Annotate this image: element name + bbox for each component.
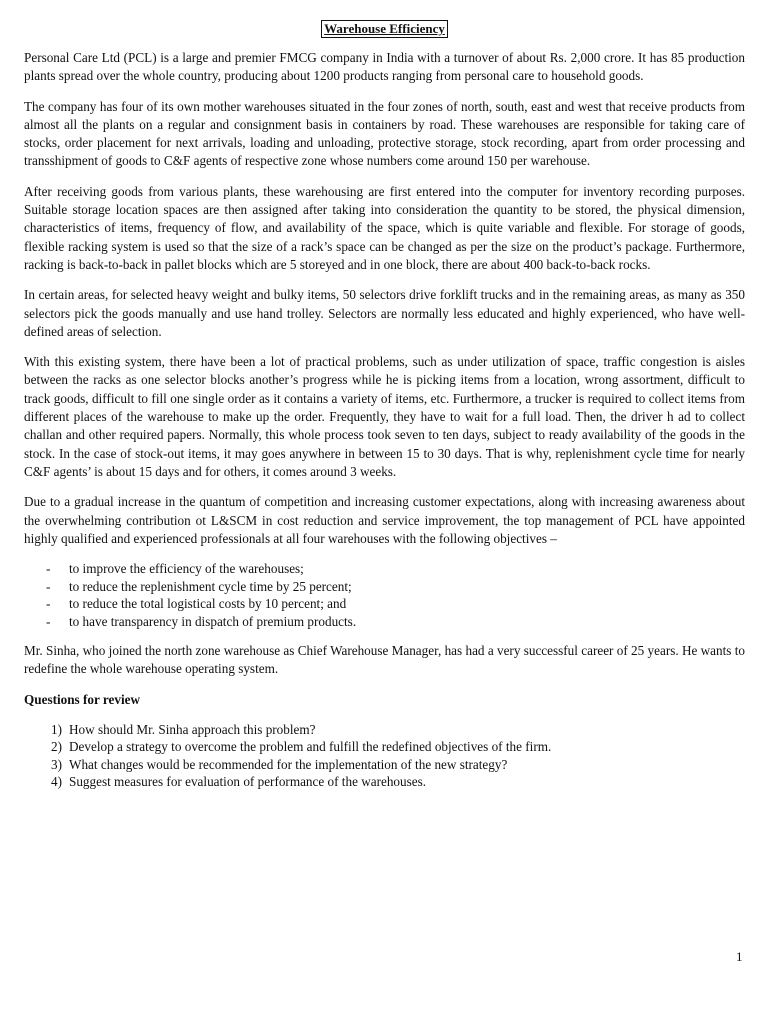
question-number: 2) xyxy=(51,739,62,755)
question-number: 3) xyxy=(51,756,62,772)
paragraph-mother-warehouses: The company has four of its own mother warehouses situated in the four zones of north, south, east and west that receive products from almost all the plants on a regular and consignment basis in containers by road. These warehouses are responsible for taking care of stocks, order placement for next arrivals, loading and unloading, protective storage, stock recording, apart from order processing and transshipment of goods to C&F agents of respective zone whose numbers come around 150 per warehouse. xyxy=(24,98,745,169)
list-item xyxy=(24,595,745,613)
paragraph-selectors: In certain areas, for selected heavy weight and bulky items, 50 selectors drive forklift trucks and in the remaining areas, as many as 350 selectors pick the goods manually and use hand trolley. Selectors are normally less educated and highly experienced, who have well-defined areas of selection. xyxy=(24,287,745,339)
document-title: Warehouse Efficiency xyxy=(321,20,448,38)
list-item xyxy=(24,738,745,756)
list-item xyxy=(24,756,745,774)
questions-list xyxy=(24,721,745,791)
list-item xyxy=(24,613,745,631)
bullet-dash: - xyxy=(46,613,51,629)
question-text: What changes would be recommended for the implementation of the new strategy? xyxy=(69,756,508,772)
objective-text: to reduce the replenishment cycle time by 25 percent; xyxy=(69,578,352,594)
question-text: How should Mr. Sinha approach this problem? xyxy=(69,721,316,737)
bullet-dash: - xyxy=(46,561,51,577)
list-item xyxy=(24,721,745,739)
bullet-dash: - xyxy=(46,596,51,612)
list-item xyxy=(24,578,745,596)
objective-text: to have transparency in dispatch of premium products. xyxy=(69,613,357,629)
bullet-dash: - xyxy=(46,578,51,594)
list-item xyxy=(24,773,745,791)
page-number: 1 xyxy=(736,949,743,964)
question-text: Develop a strategy to overcome the problem and fulfill the redefined objectives of the firm. xyxy=(69,739,552,755)
paragraph-storage-process: After receiving goods from various plants, these warehousing are first entered into the computer for inventory recording purposes. Suitable storage location spaces are then assigned after taking into consideration the quantity to be stored, the physical dimension, characteristics of items, frequency of flow, and availability of the space, which is quite variable and flexible. For storage of goods, flexible racking system is used so that the size of a rack’s space can be changed as per the size on the product’s package. Furthermore, racking is back-to-back in pallet blocks which are 5 storeyed and in one block, there are about 400 back-to-back rocks. xyxy=(24,183,745,272)
question-number: 4) xyxy=(51,774,62,790)
list-item xyxy=(24,560,745,578)
title-container xyxy=(24,20,745,38)
objective-text: to reduce the total logistical costs by 10 percent; and xyxy=(69,596,347,612)
paragraph-problems: With this existing system, there have been a lot of practical problems, such as under utilization of space, traffic congestion is aisles between the racks as one selector blocks another’s progress while he is picking items from a location, wrong assortment, difficult to track goods, difficult to fill one single order as it contains a variety of items, etc. Furthermore, a trucker is required to collect items from different places of the warehouse to make up the order. Frequently, they have to wait for a full load. Then, the driver h ad to collect challan and other required papers. Normally, this whole process took seven to ten days, subject to ready availability of the goods in the stock. In the case of stock-out items, it may goes anywhere in between 15 to 30 days. That is why, replenishment cycle time for nearly C&F agents’ is about 15 days and for others, it comes around 3 weeks. xyxy=(24,354,745,479)
objectives-list xyxy=(24,560,745,630)
questions-heading: Questions for review xyxy=(24,691,140,707)
paragraph-objectives-intro: Due to a gradual increase in the quantum of competition and increasing customer expectations, along with increasing awareness about the overwhelming contribution ot L&SCM in cost reduction and service improvement, the top management of PCL have appointed highly qualified and experienced professionals at all four warehouses with the following objectives – xyxy=(24,494,745,546)
paragraph-mr-sinha: Mr. Sinha, who joined the north zone warehouse as Chief Warehouse Manager, has had a very successful career of 25 years. He wants to redefine the whole warehouse operating system. xyxy=(24,643,745,677)
objective-text: to improve the efficiency of the warehouses; xyxy=(69,561,304,577)
question-text: Suggest measures for evaluation of performance of the warehouses. xyxy=(69,774,427,790)
document-page xyxy=(24,20,745,791)
paragraph-company-intro: Personal Care Ltd (PCL) is a large and premier FMCG company in India with a turnover of about Rs. 2,000 crore. It has 85 production plants spread over the whole country, producing about 1200 products ranging from personal care to household goods. xyxy=(24,50,745,84)
question-number: 1) xyxy=(51,721,62,737)
